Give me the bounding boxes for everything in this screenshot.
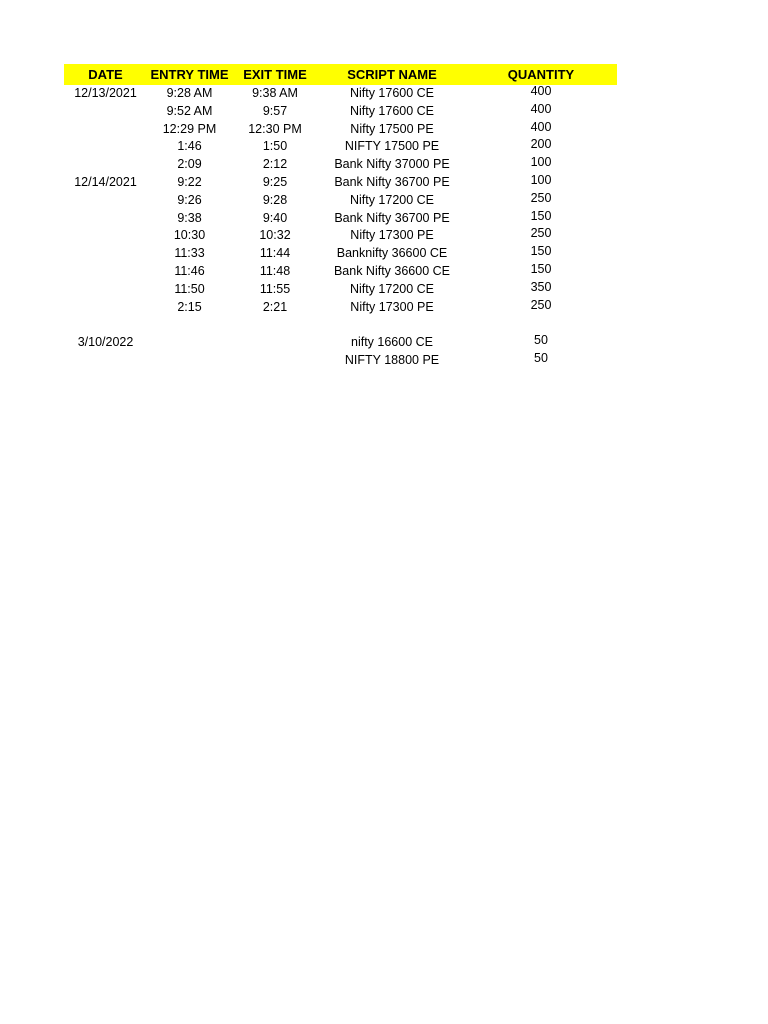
header-quantity: QUANTITY xyxy=(507,67,575,82)
cell-quantity: 100 xyxy=(530,172,552,187)
cell-quantity: 350 xyxy=(530,279,552,294)
cell-entry-time: 1:46 xyxy=(177,139,202,154)
cell-quantity: 150 xyxy=(530,208,552,223)
cell-exit-time: 1:50 xyxy=(262,139,288,154)
table-body xyxy=(64,85,617,370)
cell-entry-time xyxy=(147,334,232,352)
cell-script-name: Bank Nifty 36700 PE xyxy=(334,174,450,189)
cell-quantity: 50 xyxy=(534,333,548,348)
cell-exit-time: 11:48 xyxy=(259,263,291,278)
cell-exit-time: 2:12 xyxy=(262,157,288,172)
cell-script-name: Nifty 17200 CE xyxy=(349,192,435,207)
trade-log-table xyxy=(64,64,617,370)
cell-exit-time: 10:32 xyxy=(259,228,291,243)
header-date: DATE xyxy=(88,67,123,82)
cell-date xyxy=(64,192,147,210)
cell-entry-time: 9:22 xyxy=(177,174,202,189)
cell-script-name: Nifty 17200 CE xyxy=(349,281,435,296)
cell-script-name: NIFTY 17500 PE xyxy=(344,139,440,154)
cell-quantity: 250 xyxy=(530,190,552,205)
cell-date xyxy=(64,121,147,139)
cell-date xyxy=(64,299,147,317)
cell-exit-time: 9:28 xyxy=(262,192,288,207)
cell-script-name: Bank Nifty 36700 PE xyxy=(334,210,450,225)
cell-entry-time: 11:46 xyxy=(174,263,205,278)
cell-entry-time: 10:30 xyxy=(173,228,206,243)
cell-date xyxy=(64,156,147,174)
cell-entry-time: 12:29 PM xyxy=(162,121,217,136)
header-exit-time: EXIT TIME xyxy=(243,67,307,82)
cell-script-name: Nifty 17600 CE xyxy=(349,86,435,100)
cell-script-name: Nifty 17300 PE xyxy=(350,228,434,243)
cell-entry-time: 9:26 xyxy=(177,192,202,207)
cell-script-name: NIFTY 18800 PE xyxy=(344,352,440,367)
cell-script-name: nifty 16600 CE xyxy=(351,335,433,350)
cell-entry-time: 9:38 xyxy=(177,210,202,225)
cell-quantity: 250 xyxy=(530,297,552,312)
table-row xyxy=(64,352,617,370)
table-header xyxy=(64,64,617,85)
header-script-name: SCRIPT NAME xyxy=(347,67,437,82)
cell-quantity: 400 xyxy=(530,84,552,98)
cell-quantity: 50 xyxy=(534,350,548,365)
cell-exit-time: 9:25 xyxy=(262,174,288,189)
cell-quantity: 100 xyxy=(530,155,552,170)
cell-script-name: Bank Nifty 36600 CE xyxy=(333,263,451,278)
cell-quantity: 400 xyxy=(530,119,552,134)
cell-exit-time: 9:57 xyxy=(262,103,288,118)
cell-date xyxy=(64,281,147,299)
cell-script-name: Nifty 17300 PE xyxy=(350,299,434,314)
cell-exit-time: 11:55 xyxy=(259,281,291,296)
cell-date xyxy=(64,210,147,228)
cell-entry-time: 11:33 xyxy=(174,246,205,261)
cell-date xyxy=(64,352,147,370)
cell-entry-time: 9:28 AM xyxy=(166,86,213,100)
cell-exit-time: 2:21 xyxy=(262,299,288,314)
cell-script-name: Nifty 17600 CE xyxy=(349,103,435,118)
cell-exit-time: 12:30 PM xyxy=(248,121,302,136)
cell-quantity: 400 xyxy=(530,101,552,116)
cell-exit-time xyxy=(232,352,318,370)
cell-quantity: 250 xyxy=(530,226,552,241)
cell-quantity: 200 xyxy=(530,137,552,152)
cell-date: 3/10/2022 xyxy=(77,335,134,350)
header-entry-time: ENTRY TIME xyxy=(150,67,229,82)
cell-script-name: Bank Nifty 37000 PE xyxy=(334,157,450,172)
cell-date xyxy=(64,138,147,156)
cell-script-name: Nifty 17500 PE xyxy=(350,121,434,136)
cell-entry-time: 9:52 AM xyxy=(166,103,213,118)
cell-script-name: Banknifty 36600 CE xyxy=(336,246,448,261)
cell-date xyxy=(64,263,147,281)
cell-exit-time xyxy=(232,334,318,352)
table-row xyxy=(64,299,617,317)
cell-entry-time: 11:50 xyxy=(174,281,205,296)
cell-entry-time: 2:09 xyxy=(177,157,202,172)
cell-exit-time: 11:44 xyxy=(259,246,291,261)
cell-date: 12/13/2021 xyxy=(74,86,137,100)
cell-entry-time: 2:15 xyxy=(177,299,202,314)
cell-date xyxy=(64,245,147,263)
cell-entry-time xyxy=(147,352,232,370)
cell-date xyxy=(64,103,147,121)
cell-exit-time: 9:38 AM xyxy=(252,86,298,100)
cell-exit-time: 9:40 xyxy=(262,210,288,225)
cell-date xyxy=(64,227,147,245)
cell-date: 12/14/2021 xyxy=(74,174,137,189)
cell-quantity: 150 xyxy=(530,261,552,276)
cell-quantity: 150 xyxy=(530,244,552,259)
